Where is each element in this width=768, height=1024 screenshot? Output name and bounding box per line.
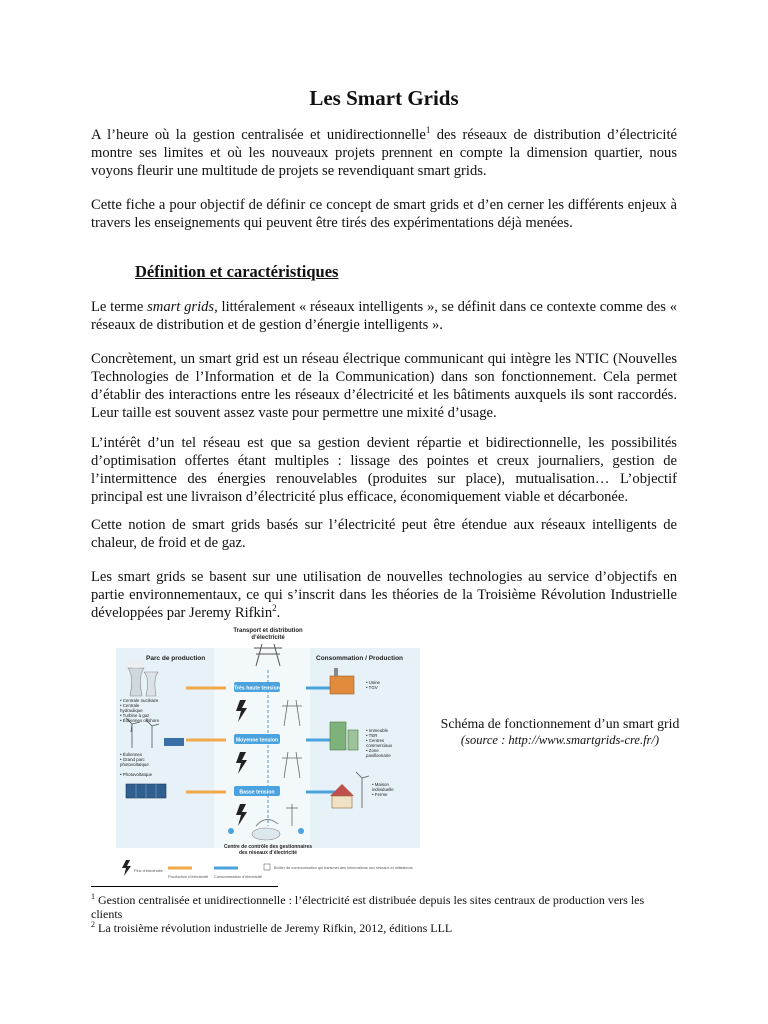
footnote-ref-2[interactable]: 2 [272, 603, 277, 613]
control-center-caption-2: des réseaux d’électricité [238, 850, 298, 856]
tension-high-label: Très haute tension [234, 685, 280, 692]
tension-high-box [234, 682, 280, 692]
diagram-left-title: Parc de production [146, 655, 206, 662]
legend-item: Flux d’électricité [134, 868, 163, 873]
p3-emphasis: smart grids [147, 299, 215, 315]
footnote-1-num: 1 [91, 892, 95, 901]
footnote-separator [91, 886, 278, 887]
right-item: • TGV [366, 685, 378, 690]
p3-text-cont: , littéralement « réseaux intelligents », se définit dans ce contexte comme des « réseaux de distribution et de gestion d’énergie intelligents ». [91, 299, 677, 333]
body-paragraph-4: Cette notion de smart grids basés sur l’électricité peut être étendue aux réseaux intelligents de chaleur, de froid et de gaz. [91, 517, 677, 551]
transport-band [214, 648, 313, 850]
footnote-1 [91, 893, 677, 921]
right-item: • TER [366, 733, 378, 738]
intro-paragraph-2: Cette fiche a pour objectif de définir ce concept de smart grids et d’en cerner les différents enjeux à travers les enseignements qui peuvent être tirés des expérimentations déjà menées. [91, 197, 677, 231]
p7-text-cont: . [276, 605, 281, 621]
right-item: • Centres [366, 738, 385, 743]
right-item: pavillonnaire [366, 753, 391, 758]
footnote-2 [91, 921, 677, 935]
left-item: • Éoliennes offshore [120, 718, 160, 723]
tension-mid-label: Moyenne tension [235, 737, 279, 744]
figure-caption: Schéma de fonctionnement d’un smart grid [440, 716, 680, 731]
section-heading: Définition et caractéristiques [135, 262, 339, 281]
left-item: • Grand parc [120, 757, 145, 762]
body-paragraph-1 [91, 298, 677, 334]
tension-low-box [234, 786, 280, 796]
right-item: • Usine [366, 680, 380, 685]
left-item: • Turbine à gaz [120, 713, 150, 718]
body-paragraph-2: Concrètement, un smart grid est un réseau électrique communicant qui intègre les NTIC (Nouvelles Technologies de l’Information et de la Communication) dans son fonctionnement. Cela permet d’établir des interactions entre les réseaux d’électricité et les bâtiments auxquels ils sont raccordés. Leur taille est souvent assez vaste pour permettre une mixité d’usage. [91, 351, 677, 421]
right-item: • Zone [366, 748, 379, 753]
solar-panel-icon [126, 784, 166, 798]
left-item: • Éoliennes [120, 752, 143, 757]
p3-text: Le terme [91, 299, 148, 315]
body-paragraph-5 [91, 568, 677, 622]
right-item: individuelle [372, 787, 394, 792]
body-paragraph-3: L’intérêt d’un tel réseau est que sa gestion devient répartie et bidirectionnelle, les possibilités d’optimisation offertes étant multiples : lissage des pointes et creux journaliers, gestion de l’intermittence des énergies renouvelables (produites sur place), mutualisation… L’objectif principal est une livraison d’électricité plus efficace, économiquement viable et décarbonée. [91, 435, 677, 505]
intro-p1-text: A l’heure où la gestion centralisée et unidirectionnelle [91, 127, 426, 143]
left-item: • Centrale nucléaire [120, 698, 159, 703]
left-item: • Photovoltaïque [120, 772, 153, 777]
left-item: photovoltaïque [120, 762, 149, 767]
diagram-top-title-1: Transport et distribution [233, 628, 303, 634]
smart-grid-diagram [116, 626, 420, 884]
left-item: • Centrale [120, 703, 140, 708]
right-item: • Ferme [372, 792, 388, 797]
diagram-right-title: Consommation / Production [316, 655, 404, 662]
production-band [116, 648, 214, 848]
diagram-top-title-2: d’électricité [251, 635, 285, 641]
intro-p1-text-cont: des réseaux de distribution d’électricité montre ses limites et où les nouveaux projets prennent en compte la dimension quartier, nous voyons fleurir une multitude de projets se revendiquant smart grids. [91, 127, 677, 179]
right-item: • Maison [372, 782, 389, 787]
footnote-1-text: Gestion centralisée et unidirectionnelle : l’électricité est distribuée depuis les sites centraux de production vers les clients [91, 893, 645, 921]
footnote-2-num: 2 [91, 920, 95, 929]
right-item: commerciaux [366, 743, 393, 748]
tension-low-label: Basse tension [239, 789, 275, 796]
figure-source[interactable]: (source : http://www.smartgrids-cre.fr/) [460, 733, 660, 747]
control-center-caption-1: Centre de contrôle des gestionnaires [223, 844, 313, 850]
left-item: hydraulique [120, 708, 143, 713]
consumption-band [310, 648, 420, 848]
footnote-ref-1[interactable]: 1 [425, 125, 431, 135]
legend-item: Boîtier de communication qui transmet des informations aux réseaux et utilisateurs [274, 866, 413, 870]
legend-item: Production d’électricité [168, 874, 209, 879]
intro-paragraph-1 [91, 126, 677, 180]
p7-text: Les smart grids se basent sur une utilisation de nouvelles technologies au service d’objectifs en partie environnementaux, ce qui s’inscrit dans les théories de la Troisième Révolution Industrielle développées par Jeremy Rifkin [91, 569, 677, 621]
legend-item: Consommation d’électricité [214, 874, 263, 879]
document-title: Les Smart Grids [309, 86, 459, 110]
tension-mid-box [234, 734, 280, 744]
footnote-2-text: La troisième révolution industrielle de Jeremy Rifkin, 2012, éditions LLL [95, 921, 453, 935]
legend-box-icon [264, 864, 270, 870]
right-item: • Immeuble [366, 728, 389, 733]
